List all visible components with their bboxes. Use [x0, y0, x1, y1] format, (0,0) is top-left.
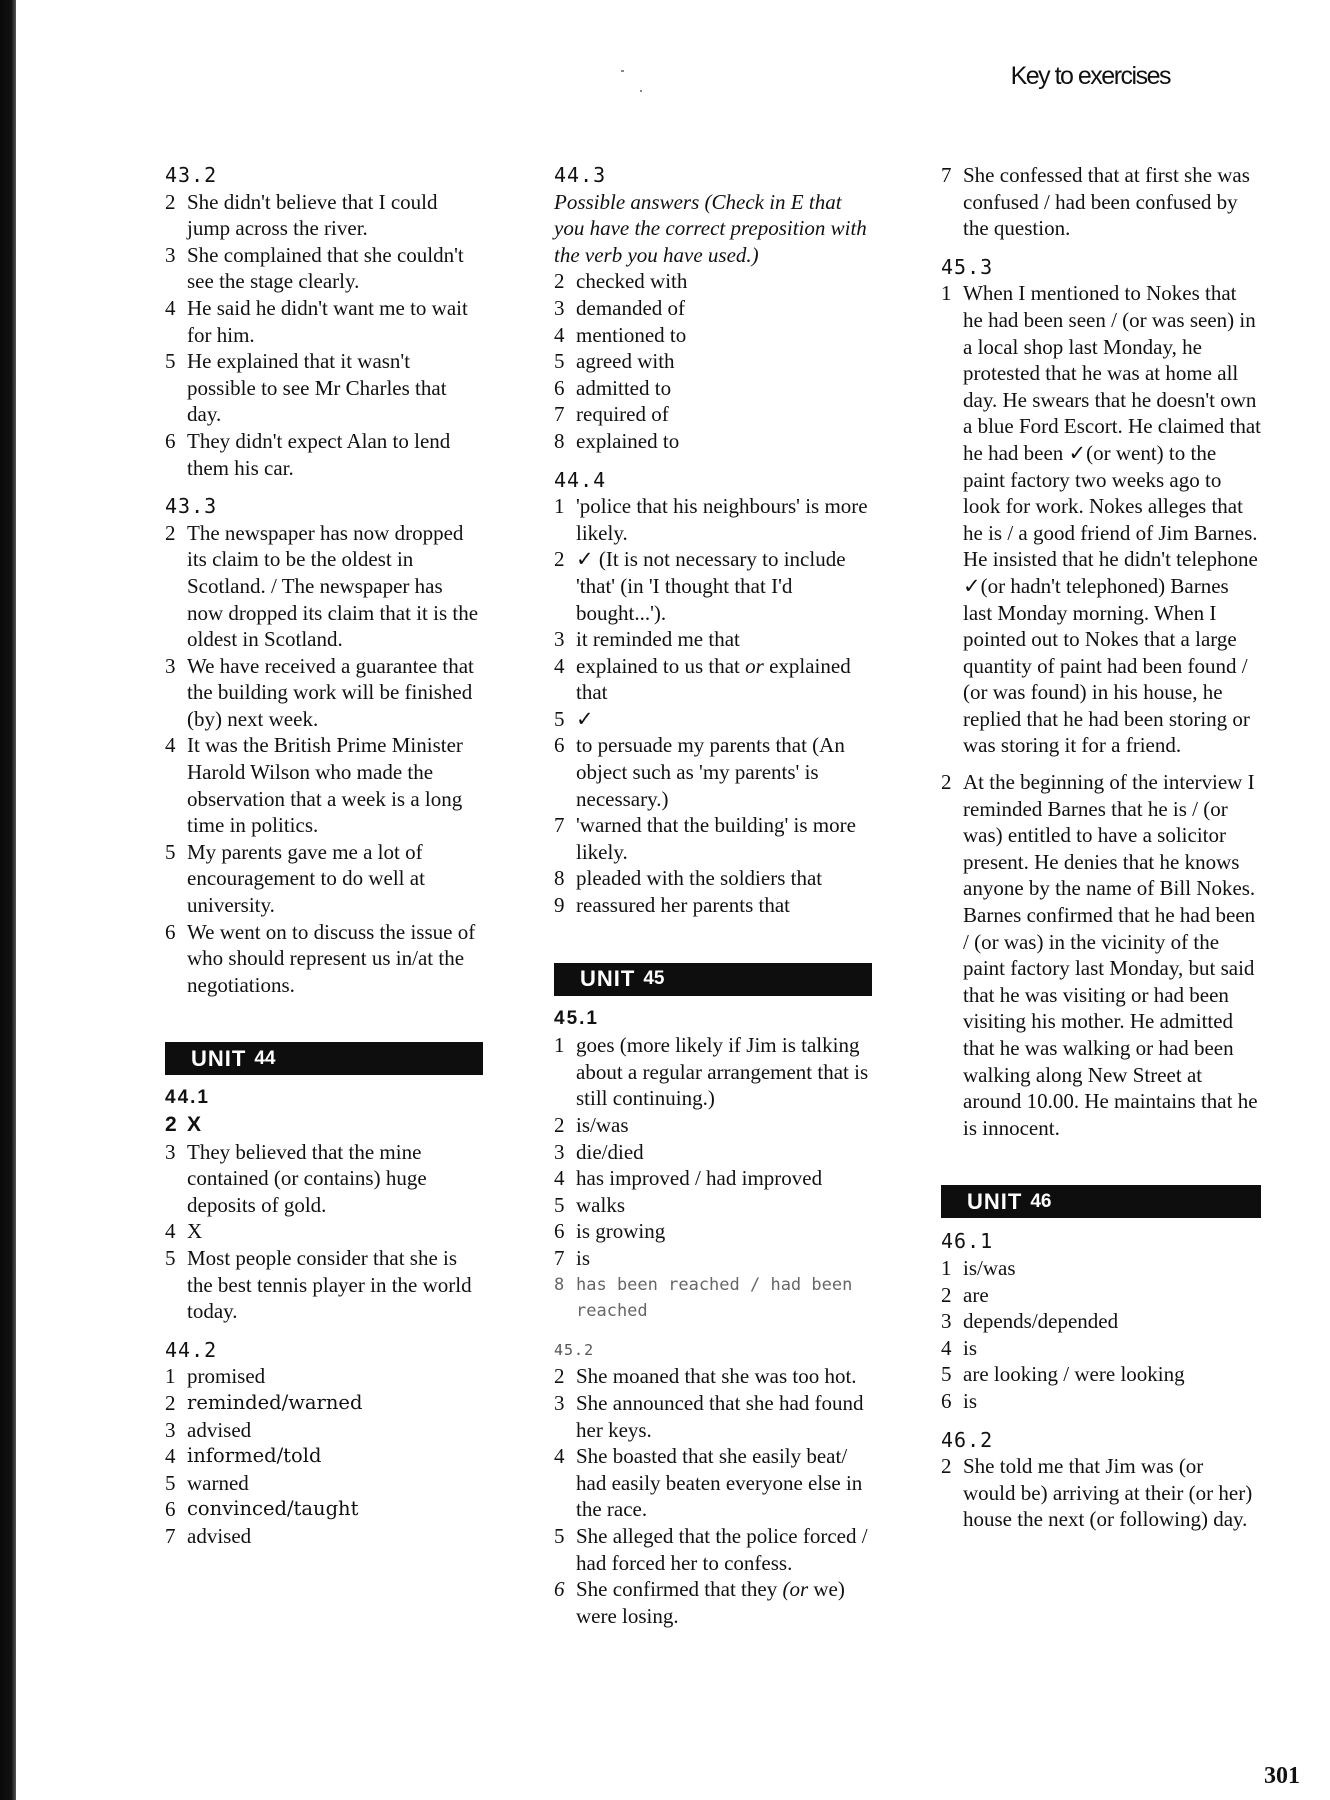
section-id: 44.1	[165, 1087, 210, 1109]
list-item: 8 has been reached / had been reached	[554, 1274, 853, 1322]
list-item: 4 He said he didn't want me to wait for him.	[165, 295, 468, 347]
list-item: 5 He explained that it wasn't possible to see Mr Charles that day.	[165, 349, 447, 427]
section-44-4-continued	[941, 162, 1261, 242]
list-item: 3 We have received a guarantee that the building work will be finished (by) next week.	[165, 653, 474, 731]
list-item: 1 'police that his neighbours' is more likely.	[554, 494, 868, 545]
list-item: 3 She announced that she had found her keys.	[554, 1390, 864, 1442]
list-item: 4 has improved / had improved	[554, 1166, 823, 1191]
list-item: 2 reminded/warned	[165, 1390, 363, 1415]
section-44-1	[165, 1085, 483, 1324]
page-header: Key to exercises	[1010, 62, 1170, 90]
section-id: 45.1	[554, 1007, 599, 1029]
list-item: 4 informed/told	[165, 1444, 322, 1469]
page-number: 301	[1264, 1763, 1300, 1789]
unit-44-heading: UNIT 44	[165, 1042, 483, 1075]
scan-speck	[621, 70, 624, 72]
section-45-2	[554, 1337, 872, 1630]
list-item: 5 My parents gave me a lot of encouragement to do well at university.	[165, 839, 425, 918]
list-item: 8 explained to	[554, 428, 680, 453]
list-item: 4 is	[941, 1335, 978, 1360]
list-item: 3 depends/depended	[941, 1309, 1119, 1334]
section-id: 44.2	[165, 1337, 218, 1362]
list-item: 2 At the beginning of the interview I reminded Barnes that he is / (or was) entitled to have a solicitor present. He denies that he knows anyone by the name of Bill Nokes. Barnes confirmed that he had been / (or was) in the vicinity of the paint factory last Monday, but said that he was visiting or had been visiting his mother. He admitted that he was walking or had been walking along New Street at around 10.00. He maintains that he is innocent.	[941, 770, 1258, 1140]
column-1	[165, 162, 483, 1562]
column-3	[941, 162, 1261, 1545]
list-item: 4 mentioned to	[554, 322, 687, 347]
section-id: 44.3	[554, 163, 607, 187]
column-2	[554, 162, 872, 1641]
section-id: 43.3	[165, 494, 218, 519]
list-item: 3 advised	[165, 1417, 252, 1442]
section-id: 45.2	[554, 1340, 595, 1359]
section-intro: Possible answers (Check in E that you have the correct preposition with the verb you have used.)	[554, 189, 867, 267]
list-item: 5 Most people consider that she is the best tennis player in the world today.	[165, 1245, 472, 1324]
list-item: 1 goes (more likely if Jim is talking about a regular arrangement that is still continuing.)	[554, 1033, 869, 1111]
section-43-2	[165, 162, 483, 481]
list-item: 4 It was the British Prime Minister Harold Wilson who made the observation that a week is a long time in politics.	[165, 733, 463, 838]
list-item: 4 explained to us that or explained that	[554, 653, 851, 705]
list-item: 5 She alleged that the police forced / had forced her to confess.	[554, 1523, 868, 1575]
list-item: 6 We went on to discuss the issue of who should represent us in/at the negotiations.	[165, 919, 476, 997]
section-id: 46.2	[941, 1427, 994, 1452]
list-item: 9 reassured her parents that	[554, 893, 790, 918]
section-44-3	[554, 162, 872, 455]
list-item: 7 is	[554, 1245, 591, 1270]
section-id: 46.1	[941, 1229, 994, 1254]
list-item: 2 She didn't believe that I could jump across the river.	[165, 189, 438, 241]
list-item: 7 advised	[165, 1523, 252, 1548]
section-45-3	[941, 254, 1261, 1142]
list-item: 5 are looking / were looking	[941, 1362, 1185, 1387]
list-item: 1 promised	[165, 1364, 266, 1389]
list-item: 2 is/was	[554, 1113, 629, 1137]
list-item: 6 They didn't expect Alan to lend them his car.	[165, 428, 451, 480]
list-item: 3 She complained that she couldn't see the stage clearly.	[165, 242, 464, 294]
list-item: 6 to persuade my parents that (An object such as 'my parents' is necessary.)	[554, 733, 845, 811]
list-item: 5 warned	[165, 1470, 249, 1495]
list-item: 8 pleaded with the soldiers that	[554, 866, 823, 891]
list-item: 5 walks	[554, 1192, 625, 1217]
unit-45-heading: UNIT 45	[554, 963, 872, 996]
list-item: 5 ✓	[554, 706, 594, 731]
section-id: 43.2	[165, 163, 218, 187]
list-item: 2 The newspaper has now dropped its claim to be the oldest in Scotland. / The newspaper has now dropped its claim that it is the oldest in Scotland.	[165, 520, 479, 652]
section-45-1	[554, 1006, 872, 1325]
list-item: 6 She confirmed that they (or we) were losing.	[554, 1577, 845, 1628]
list-item: 7 She confessed that at first she was confused / had been confused by the question.	[941, 163, 1250, 241]
list-item: 2 checked with	[554, 269, 688, 294]
list-item: 1 is/was	[941, 1255, 1016, 1280]
list-item: 6 convinced/taught	[165, 1497, 359, 1522]
list-item: 2 She moaned that she was too hot.	[554, 1364, 857, 1389]
section-id: 45.3	[941, 254, 994, 279]
list-item: 3 it reminded me that	[554, 627, 740, 652]
list-item: 7 required of	[554, 402, 669, 427]
list-item: 5 agreed with	[554, 349, 675, 374]
section-44-4	[554, 467, 872, 919]
list-item: 3 die/died	[554, 1139, 644, 1164]
list-item: 3 demanded of	[554, 295, 686, 320]
list-item: 4 X	[165, 1219, 203, 1244]
list-item: 1 When I mentioned to Nokes that he had been seen / (or was seen) in a local shop last Monday, he protested that he was at home all day. He swears that he doesn't own a blue Ford Escort. He claimed that he had been ✓(or went) to the paint factory two weeks ago to look for work. Nokes alleges that he is / a good friend of Jim Barnes. He insisted that he didn't telephone ✓(or hadn't telephoned) Barnes last Monday morning. When I pointed out to Nokes that a large quantity of paint had been found / (or was found) in his house, he replied that he had been storing or was storing it for a friend.	[941, 281, 1261, 758]
list-item: 6 is growing	[554, 1219, 666, 1244]
list-item: 2 X	[165, 1113, 202, 1136]
list-item: 6 admitted to	[554, 375, 672, 400]
list-item: 2 are	[941, 1282, 989, 1307]
section-46-1	[941, 1228, 1261, 1414]
list-item: 2 ✓ (It is not necessary to include 'that' (in 'I thought that I'd bought...').	[554, 547, 846, 625]
list-item: 7 'warned that the building' is more likely.	[554, 813, 856, 864]
list-item: 6 is	[941, 1388, 978, 1413]
list-item: 3 They believed that the mine contained (or contains) huge deposits of gold.	[165, 1139, 427, 1217]
scan-speck	[640, 90, 642, 92]
page-binding-edge	[0, 0, 16, 1800]
unit-46-heading: UNIT 46	[941, 1185, 1261, 1218]
section-id: 44.4	[554, 467, 607, 492]
section-43-3	[165, 493, 483, 998]
section-46-2	[941, 1427, 1261, 1533]
section-44-2	[165, 1337, 483, 1550]
list-item: 4 She boasted that she easily beat/ had easily beaten everyone else in the race.	[554, 1444, 863, 1522]
list-item: 2 She told me that Jim was (or would be) arriving at their (or her) house the next (or following) day.	[941, 1454, 1253, 1532]
